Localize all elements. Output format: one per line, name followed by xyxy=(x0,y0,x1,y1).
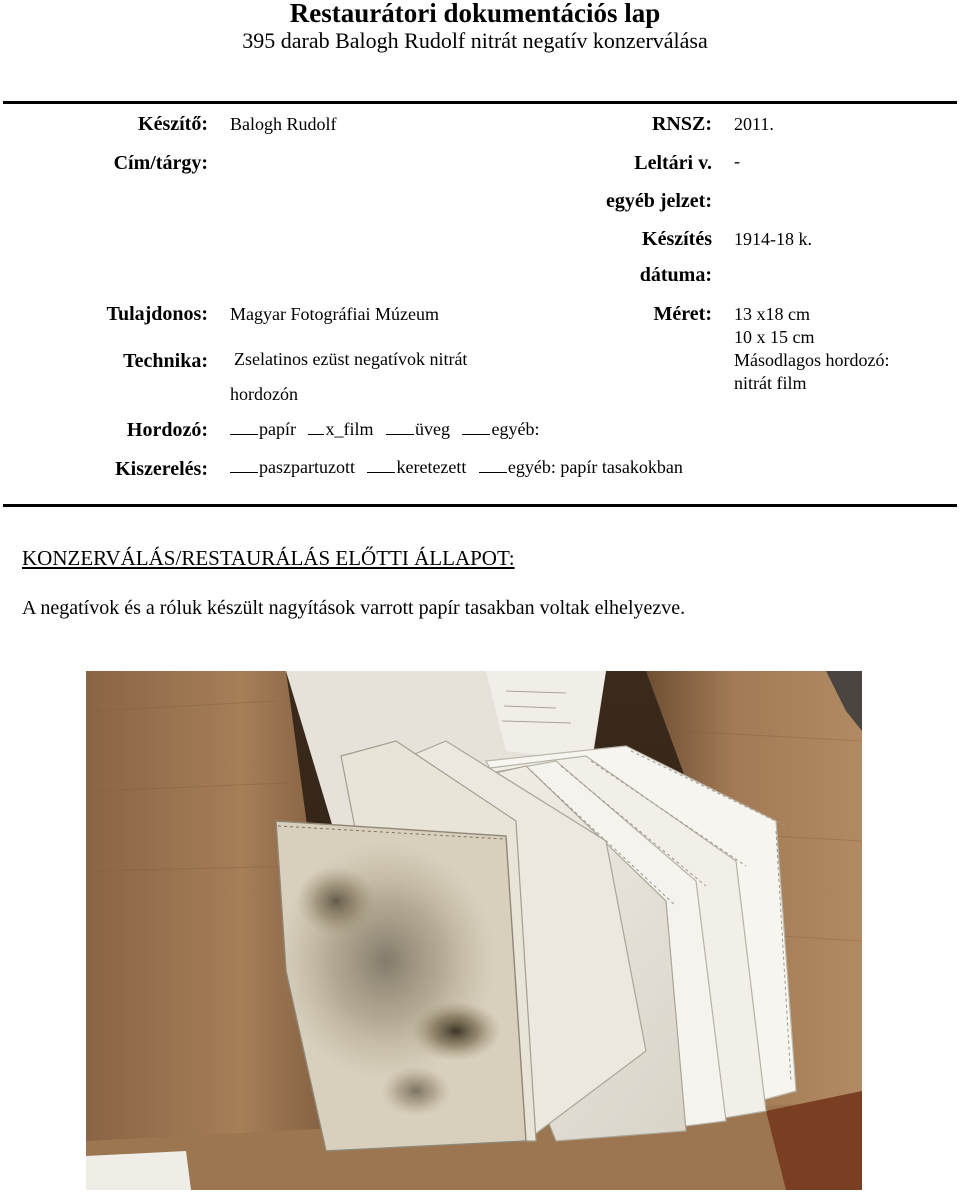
top-rule xyxy=(3,101,957,104)
meret-line-4: nitrát film xyxy=(734,373,807,393)
keszites-label-2: dátuma: xyxy=(639,264,712,286)
keszito-value: Balogh Rudolf xyxy=(230,114,337,134)
hordozo-option-film: x_film xyxy=(325,419,374,439)
meret-line-2: 10 x 15 cm xyxy=(734,327,815,347)
kiszereles-option-egyeb: egyéb: papír tasakokban xyxy=(507,457,683,477)
kiszereles-option-paszpartuzott: paszpartuzott xyxy=(259,457,355,477)
hordozo-blank-3 xyxy=(386,421,414,435)
kiszereles-option-keretezett: keretezett xyxy=(396,457,467,477)
hordozo-option-papir: papír xyxy=(259,419,296,439)
hordozo-option-egyeb: egyéb: xyxy=(491,419,540,439)
technika-line-2: hordozón xyxy=(230,384,298,404)
cim-targy-label: Cím/tárgy: xyxy=(113,152,208,174)
technika-line-1: Zselatinos ezüst negatívok nitrát xyxy=(234,349,468,369)
keszites-value: 1914-18 k. xyxy=(734,229,812,249)
hordozo-label: Hordozó: xyxy=(126,419,208,441)
page-subtitle: 395 darab Balogh Rudolf nitrát negatív konzerválása xyxy=(242,28,708,53)
hordozo-options xyxy=(230,419,539,440)
meret-line-3: Másodlagos hordozó: xyxy=(734,350,890,370)
leltari-value: - xyxy=(734,151,740,171)
kiszereles-options xyxy=(230,457,683,478)
bottom-rule xyxy=(3,504,957,507)
kiszereles-label: Kiszerelés: xyxy=(115,458,208,480)
meret-line-1: 13 x18 cm xyxy=(734,304,810,324)
page-title: Restaurátori dokumentációs lap xyxy=(289,0,661,28)
kiszereles-blank-1 xyxy=(230,459,258,473)
section-heading: KONZERVÁLÁS/RESTAURÁLÁS ELŐTTI ÁLLAPOT: xyxy=(22,546,515,570)
hordozo-blank-4 xyxy=(462,421,490,435)
technika-label: Technika: xyxy=(123,350,208,372)
keszito-label: Készítő: xyxy=(138,113,208,135)
leltari-label: Leltári v. xyxy=(634,152,712,174)
hordozo-option-uveg: üveg xyxy=(414,419,450,439)
keszites-label-1: Készítés xyxy=(642,228,712,250)
section-text: A negatívok és a róluk készült nagyítások varrott papír tasakban voltak elhelyezve. xyxy=(22,597,686,619)
rnsz-value: 2011. xyxy=(734,114,774,134)
tulajdonos-value: Magyar Fotográfiai Múzeum xyxy=(230,304,439,324)
hordozo-blank-1 xyxy=(230,421,258,435)
tulajdonos-label: Tulajdonos: xyxy=(106,303,208,325)
kiszereles-blank-3 xyxy=(479,459,507,473)
egyeb-jelzet-label: egyéb jelzet: xyxy=(605,190,712,212)
hordozo-blank-2 xyxy=(308,421,324,435)
meret-label: Méret: xyxy=(653,303,712,325)
photo-envelopes-in-box xyxy=(86,671,862,1190)
rnsz-label: RNSZ: xyxy=(651,113,712,135)
kiszereles-blank-2 xyxy=(367,459,395,473)
